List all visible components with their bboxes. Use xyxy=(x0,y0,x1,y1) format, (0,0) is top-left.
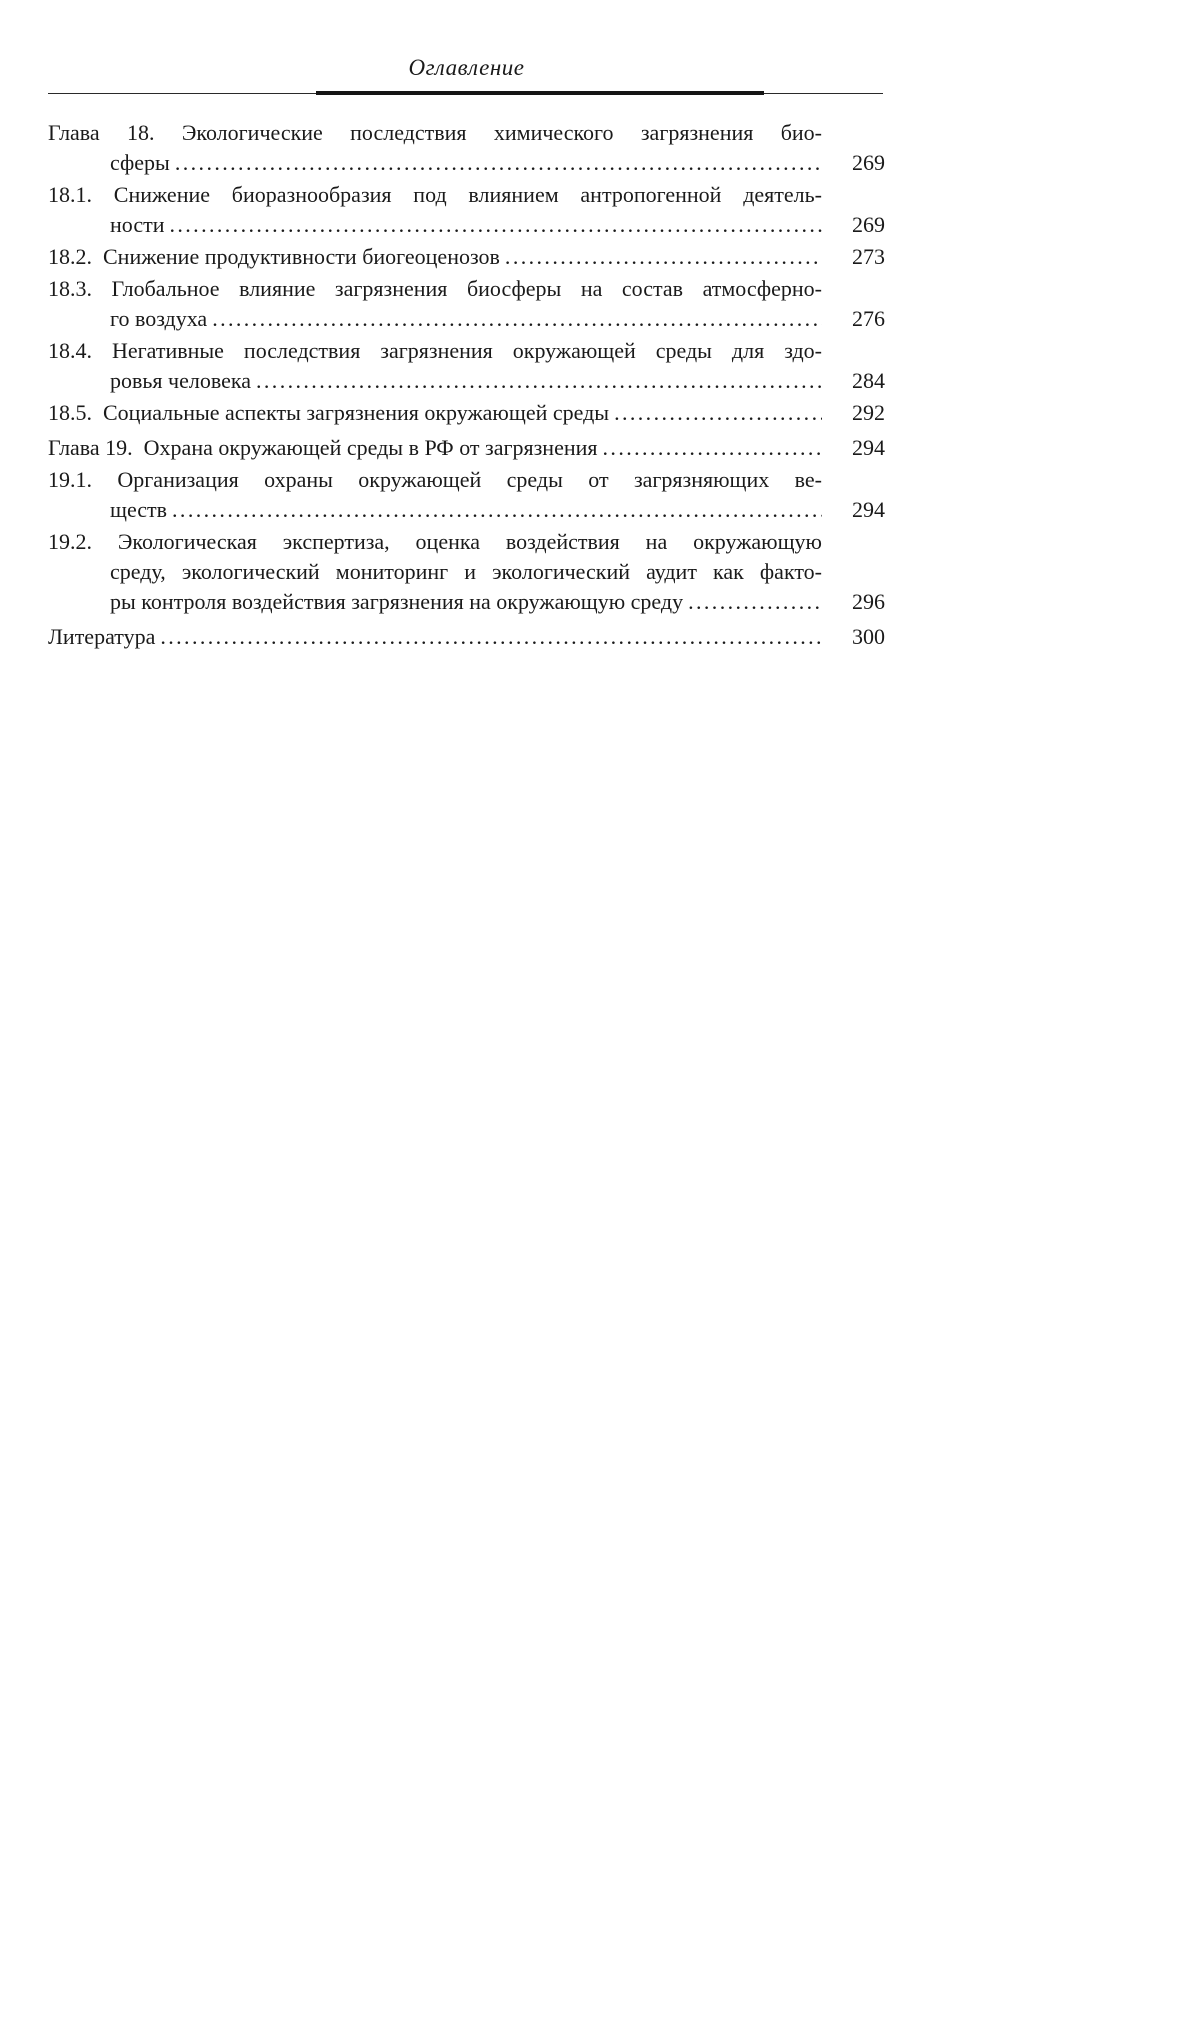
toc-entry-last-line xyxy=(48,242,885,272)
toc-entry-label: 19.2. xyxy=(48,529,92,554)
toc-entry-label: 18.4. xyxy=(48,338,92,363)
toc-entry-line xyxy=(48,180,822,210)
toc-list xyxy=(48,118,885,652)
dot-leader xyxy=(256,366,822,396)
toc-entry-line xyxy=(48,118,822,148)
toc-entry xyxy=(48,242,885,272)
toc-entry-text: ности xyxy=(110,212,165,237)
toc-entry-text: Глобальное влияние загрязнения биосферы на состав атмосферно- xyxy=(111,276,822,301)
toc-entry-last-line xyxy=(48,495,885,525)
toc-entry-text: Снижение биоразнообразия под влиянием антропогенной деятель- xyxy=(113,182,822,207)
dot-leader xyxy=(614,398,822,428)
dot-leader xyxy=(603,433,822,463)
toc-entry-text: Литература xyxy=(48,624,156,649)
toc-entry-last-line xyxy=(48,304,885,334)
toc-entry-text: Экологическая экспертиза, оценка воздействия на окружающую xyxy=(117,529,822,554)
toc-entry-last-line xyxy=(48,433,885,463)
dot-leader xyxy=(175,148,822,178)
toc-entry-line xyxy=(48,274,822,304)
dot-leader xyxy=(169,210,822,240)
toc-entry-text: Организация охраны окружающей среды от загрязняющих ве- xyxy=(117,467,822,492)
toc-page-number: 296 xyxy=(852,589,885,614)
toc-entry-line xyxy=(48,527,822,557)
dot-leader xyxy=(172,495,822,525)
toc-entry-label: 18.1. xyxy=(48,182,92,207)
toc-page-number: 292 xyxy=(852,400,885,425)
toc-page-number: 294 xyxy=(852,497,885,522)
toc-entry-label: Глава 19. xyxy=(48,435,133,460)
toc-entry-label: 18.3. xyxy=(48,276,92,301)
toc-entry-text: Охрана окружающей среды в РФ от загрязнения xyxy=(143,435,598,460)
toc-entry xyxy=(48,465,885,525)
toc-page-number: 294 xyxy=(852,435,885,460)
toc-entry-text: ровья человека xyxy=(110,368,251,393)
toc-entry-last-line xyxy=(48,210,885,240)
toc-entry-label: Глава 18. xyxy=(48,120,155,145)
toc-page-number: 300 xyxy=(852,624,885,649)
toc-entry xyxy=(48,398,885,428)
toc-entry-line xyxy=(48,336,822,366)
toc-entry-text: го воздуха xyxy=(110,306,208,331)
toc-entry xyxy=(48,180,885,240)
toc-entry xyxy=(48,433,885,463)
dot-leader xyxy=(688,587,822,617)
toc-entry xyxy=(48,336,885,396)
toc-page-number: 276 xyxy=(852,306,885,331)
toc-entry-last-line xyxy=(48,148,885,178)
header-rule xyxy=(48,91,885,96)
toc-entry xyxy=(48,622,885,652)
toc-page-number: 273 xyxy=(852,244,885,269)
header-rule-thick-line xyxy=(316,91,764,95)
toc-page-number: 269 xyxy=(852,212,885,237)
toc-entry-text: Снижение продуктивности биогеоценозов xyxy=(103,244,500,269)
toc-entry-text: Экологические последствия химического загрязнения био- xyxy=(181,120,822,145)
toc-entry-label: 18.5. xyxy=(48,400,92,425)
toc-entry-label: 18.2. xyxy=(48,244,92,269)
toc-entry-last-line xyxy=(48,398,885,428)
toc-entry xyxy=(48,118,885,178)
toc-page-number: 284 xyxy=(852,368,885,393)
dot-leader xyxy=(505,242,822,272)
dot-leader xyxy=(160,622,822,652)
toc-entry xyxy=(48,274,885,334)
toc-entry xyxy=(48,527,885,617)
toc-entry-line xyxy=(48,557,822,587)
toc-entry-label: 19.1. xyxy=(48,467,92,492)
toc-page-number: 269 xyxy=(852,150,885,175)
page-title: Оглавление xyxy=(408,55,525,80)
toc-entry-text: среду, экологический мониторинг и экологический аудит как факто- xyxy=(110,559,822,584)
toc-entry-text: Социальные аспекты загрязнения окружающей среды xyxy=(103,400,610,425)
dot-leader xyxy=(212,304,822,334)
toc-entry-line xyxy=(48,465,822,495)
toc-entry-text: ры контроля воздействия загрязнения на окружающую среду xyxy=(110,589,684,614)
toc-entry-last-line xyxy=(48,366,885,396)
toc-entry-text: Негативные последствия загрязнения окружающей среды для здо- xyxy=(111,338,822,363)
toc-entry-last-line xyxy=(48,622,885,652)
toc-entry-text: сферы xyxy=(110,150,170,175)
toc-entry-last-line xyxy=(48,587,885,617)
page-content xyxy=(48,54,885,654)
toc-entry-text: ществ xyxy=(110,497,168,522)
